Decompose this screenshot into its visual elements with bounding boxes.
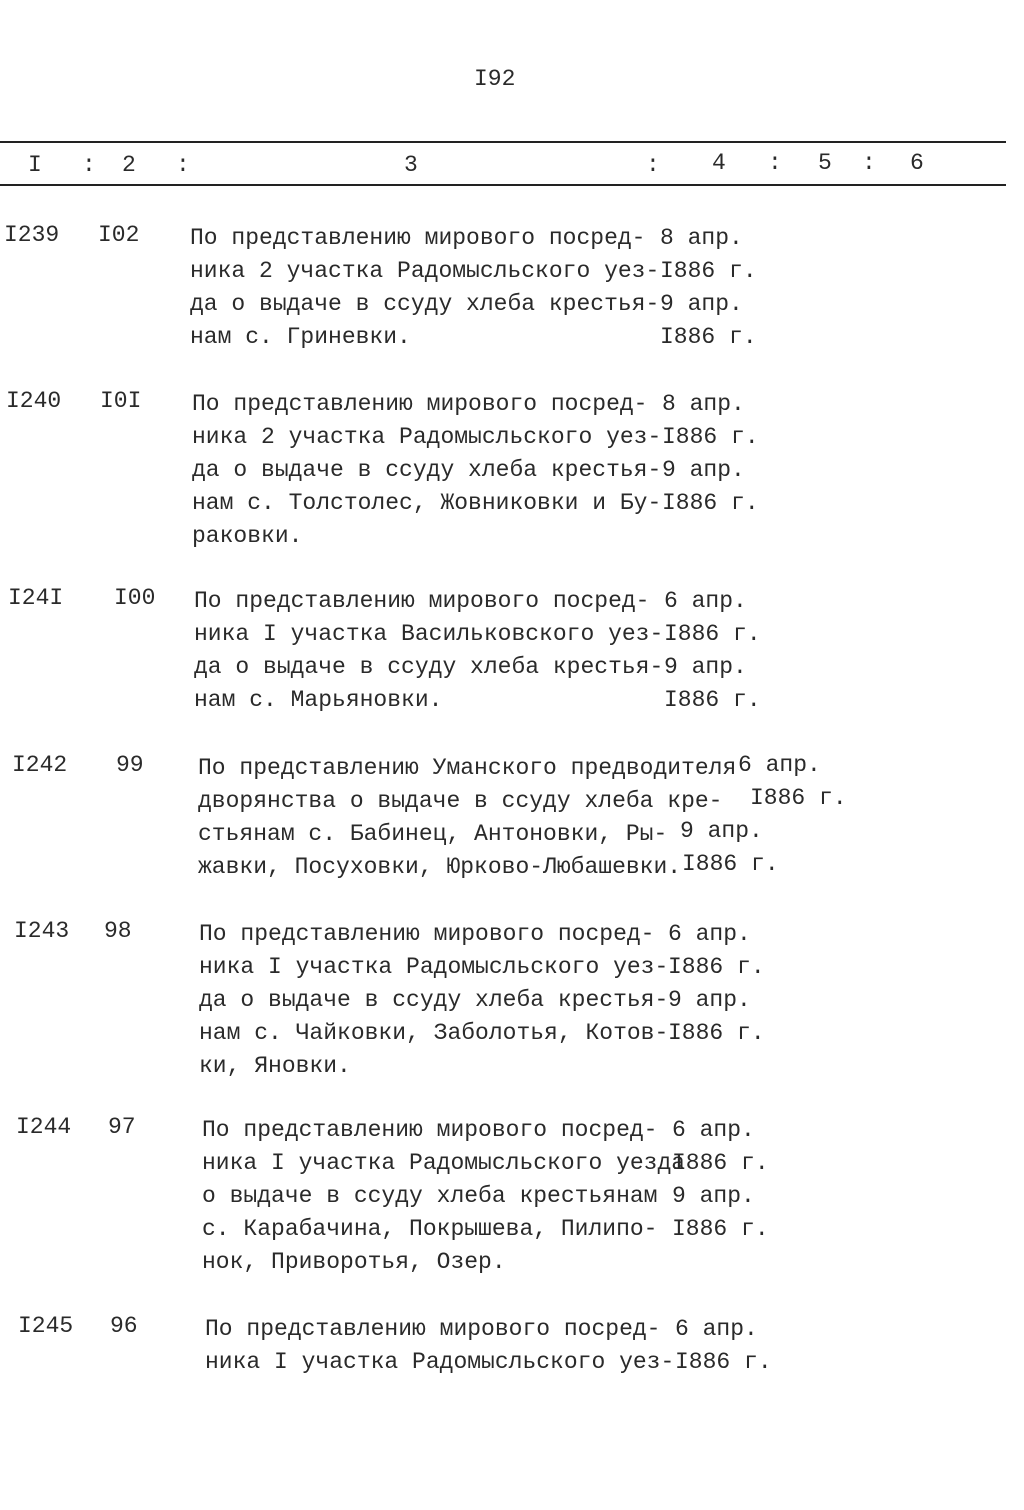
dates	[668, 918, 765, 1050]
description-line: с. Карабачина, Покрышева, Пилипо-	[202, 1216, 658, 1242]
description-line: По представлению мирового посред-	[205, 1316, 661, 1342]
description-line: ника 2 участка Радомысльского уез-	[192, 424, 662, 450]
col-4-header: 4	[712, 150, 726, 176]
page-number: I92	[474, 66, 516, 92]
description-line: ника I участка Радомысльского уезда	[202, 1150, 686, 1176]
entry-number: I244	[16, 1114, 72, 1140]
description-line: ника I участка Радомысльского уез-	[199, 954, 669, 980]
description-line: да о выдаче в ссуду хлеба крестья-	[190, 291, 660, 317]
date-line: 9 апр.	[668, 987, 751, 1013]
reference-number: I0I	[100, 388, 142, 414]
description-line: По представлению мирового посред-	[194, 588, 650, 614]
entry-number: I245	[18, 1313, 74, 1339]
date-line: 6 апр.	[738, 752, 821, 778]
date-line: I886 г.	[675, 1349, 772, 1375]
description	[192, 388, 661, 553]
date-line: 6 апр.	[668, 921, 751, 947]
description	[202, 1114, 685, 1279]
description-line: да о выдаче в ссуду хлеба крестья-	[194, 654, 664, 680]
date-line: 8 апр.	[660, 225, 743, 251]
col-separator: :	[768, 150, 782, 176]
col-1-header: I	[28, 152, 42, 178]
description-line: По представлению Уманского предводителя	[198, 755, 737, 781]
date-line: I886 г.	[672, 1150, 769, 1176]
description	[198, 752, 736, 884]
reference-number: I00	[114, 585, 156, 611]
description-line: да о выдаче в ссуду хлеба крестья-	[192, 457, 662, 483]
date-line: I886 г.	[672, 1216, 769, 1242]
date-line: I886 г.	[750, 785, 847, 811]
date-line: I886 г.	[660, 324, 757, 350]
date-line: I886 г.	[682, 851, 779, 877]
reference-number: 99	[116, 752, 144, 778]
header-bottom-rule	[0, 184, 1006, 186]
entry-number: I24I	[8, 585, 64, 611]
reference-number: 98	[104, 918, 132, 944]
date-line: I886 г.	[668, 1020, 765, 1046]
entry-number: I243	[14, 918, 70, 944]
reference-number: 97	[108, 1114, 136, 1140]
col-separator: :	[82, 152, 96, 178]
col-5-header: 5	[818, 150, 832, 176]
description-line: ника I участка Радомысльского уез-	[205, 1349, 675, 1375]
col-separator: :	[646, 152, 660, 178]
description	[194, 585, 663, 717]
reference-number: 96	[110, 1313, 138, 1339]
date-line: 9 апр.	[664, 654, 747, 680]
entry-number: I242	[12, 752, 68, 778]
description-line: ки, Яновки.	[199, 1053, 351, 1079]
description-line: нам с. Чайковки, Заболотья, Котов-	[199, 1020, 669, 1046]
description-line: По представлению мирового посред-	[199, 921, 655, 947]
description-line: дворянства о выдаче в ссуду хлеба кре-	[198, 788, 723, 814]
description-line: По представлению мирового посред-	[190, 225, 646, 251]
date-line: 8 апр.	[662, 391, 745, 417]
description-line: ника I участка Васильковского уез-	[194, 621, 664, 647]
description-line: ника 2 участка Радомысльского уез-	[190, 258, 660, 284]
description-line: о выдаче в ссуду хлеба крестьянам	[202, 1183, 658, 1209]
description-line: нам с. Толстолес, Жовниковки и Бу-	[192, 490, 662, 516]
dates	[664, 585, 761, 717]
col-3-header: 3	[404, 152, 418, 178]
description	[190, 222, 659, 354]
date-line: I886 г.	[664, 687, 761, 713]
description-line: раковки.	[192, 523, 303, 549]
dates	[660, 222, 757, 354]
description	[199, 918, 668, 1083]
col-2-header: 2	[122, 152, 136, 178]
description	[205, 1313, 674, 1379]
description-line: По представлению мирового посред-	[202, 1117, 658, 1143]
date-line: I886 г.	[668, 954, 765, 980]
date-line: I886 г.	[662, 424, 759, 450]
description-line: жавки, Посуховки, Юрково-Любашевки.	[198, 854, 682, 880]
entry-number: I240	[6, 388, 62, 414]
entry-number: I239	[4, 222, 60, 248]
description-line: нам с. Марьяновки.	[194, 687, 443, 713]
date-line: 6 апр.	[675, 1316, 758, 1342]
description-line: По представлению мирового посред-	[192, 391, 648, 417]
description-line: нам с. Гриневки.	[190, 324, 411, 350]
date-line: 6 апр.	[672, 1117, 755, 1143]
dates	[672, 1114, 769, 1246]
header-top-rule	[0, 141, 1006, 143]
col-6-header: 6	[910, 150, 924, 176]
description-line: нок, Приворотья, Озер.	[202, 1249, 506, 1275]
col-separator: :	[176, 152, 190, 178]
description-line: да о выдаче в ссуду хлеба крестья-	[199, 987, 669, 1013]
col-separator: :	[862, 150, 876, 176]
date-line: I886 г.	[664, 621, 761, 647]
date-line: 9 апр.	[662, 457, 745, 483]
reference-number: I02	[98, 222, 140, 248]
date-line: 9 апр.	[672, 1183, 755, 1209]
date-line: 9 апр.	[680, 818, 763, 844]
date-line: I886 г.	[662, 490, 759, 516]
description-line: стьянам с. Бабинец, Антоновки, Ры-	[198, 821, 668, 847]
dates	[675, 1313, 772, 1379]
date-line: 9 апр.	[660, 291, 743, 317]
date-line: 6 апр.	[664, 588, 747, 614]
date-line: I886 г.	[660, 258, 757, 284]
dates	[662, 388, 759, 520]
